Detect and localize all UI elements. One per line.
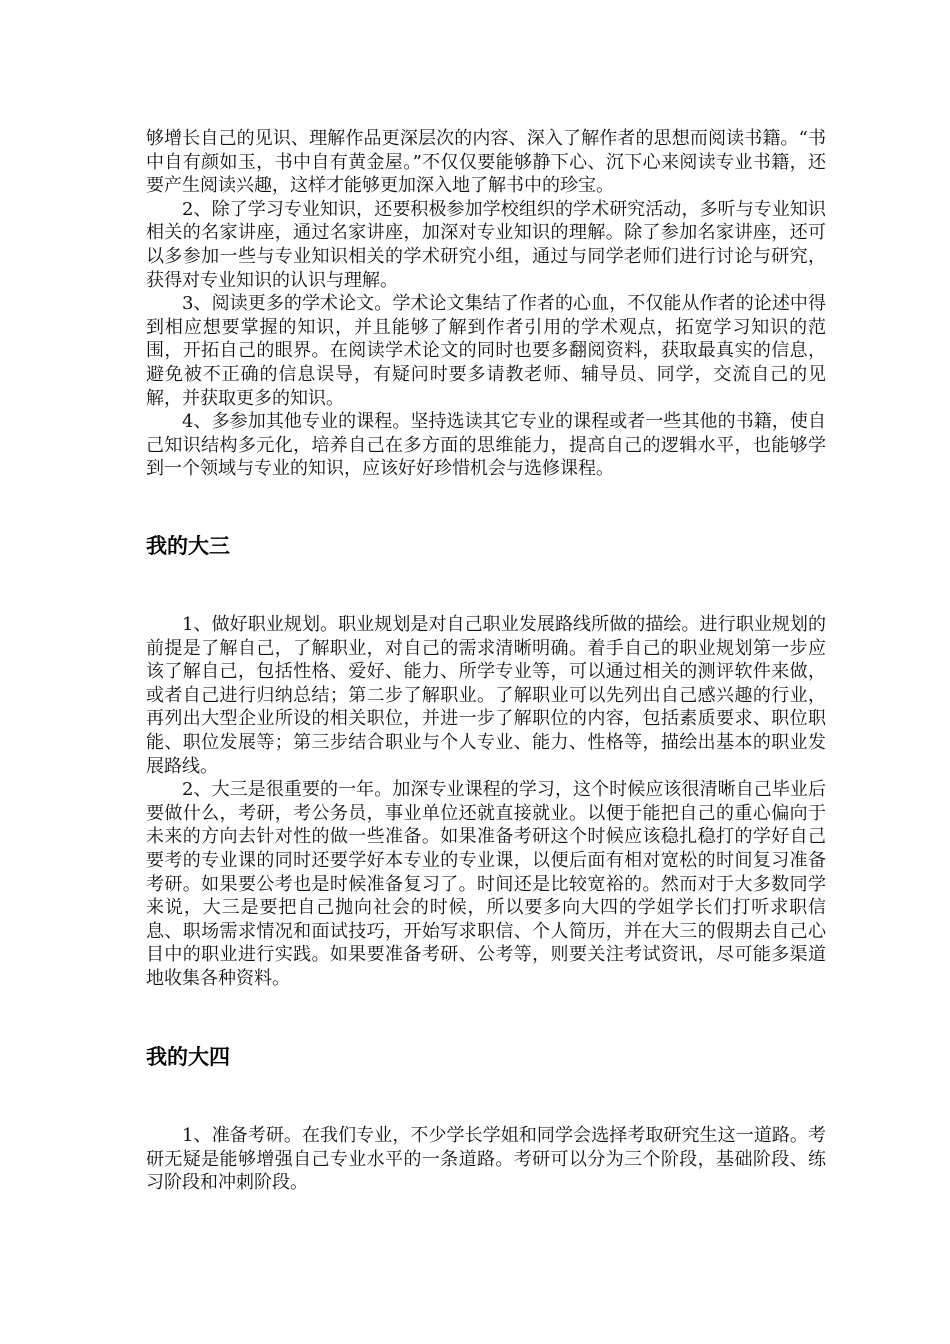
paragraph-academic-papers: 3、阅读更多的学术论文。学术论文集结了作者的心血，不仅能从作者的论述中得到相应想要掌握的知识，并且能够了解到作者引用的学术观点，拓宽学习知识的范围，开拓自己的眼界。在阅读学术论文的同时也要多翻阅资料，获取最真实的信息，避免被不正确的信息误导，有疑问时要多请教老师、辅导员、同学，交流自己的见解，并获取更多的知识。 — [146, 293, 826, 409]
heading-junior-year: 我的大三 — [146, 534, 230, 558]
paragraph-academic-activities: 2、除了学习专业知识，还要积极参加学校组织的学术研究活动，多听与专业知识相关的名家讲座，通过名家讲座，加深对专业知识的理解。除了参加名家讲座，还可以多参加一些与专业知识相关的学术研究小组，通过与同学老师们进行讨论与研究，获得对专业知识的认识与理解。 — [146, 198, 826, 291]
paragraph-other-courses: 4、多参加其他专业的课程。坚持选读其它专业的课程或者一些其他的书籍，使自己知识结构多元化，培养自己在多方面的思维能力，提高自己的逻辑水平，也能够学到一个领域与专业的知识，应该好好珍惜机会与选修课程。 — [146, 411, 826, 480]
paragraph-important-year: 2、大三是很重要的一年。加深专业课程的学习，这个时候应该很清晰自己毕业后要做什么，考研，考公务员，事业单位还就直接就业。以便于能把自己的重心偏向于未来的方向去针对性的做一些准备。如果准备考研这个时候应该稳扎稳打的学好自己要考的专业课的同时还要学好本专业的专业课，以便后面有相对宽松的时间复习准备考研。如果要公考也是时候准备复习了。时间还是比较宽裕的。然而对于大多数同学来说，大三是要把自己抛向社会的时候，所以要多向大四的学姐学长们打听求职信息、职场需求情况和面试技巧，开始写求职信、个人简历，并在大三的假期去自己心目中的职业进行实践。如果要准备考研、公考等，则要关注考试资讯，尽可能多渠道地收集各种资料。 — [146, 779, 826, 989]
section-continuation — [146, 127, 826, 481]
paragraph-career-planning: 1、做好职业规划。职业规划是对自己职业发展路线所做的描绘。进行职业规划的前提是了解自己，了解职业，对自己的需求清晰明确。着手自己的职业规划第一步应该了解自己，包括性格、爱好、能力、所学专业等，可以通过相关的测评软件来做，或者自己进行归纳总结；第二步了解职业。了解职业可以先列出自己感兴趣的行业，再列出大型企业所设的相关职位，并进一步了解职位的内容，包括素质要求、职位职能、职位发展等；第三步结合职业与个人专业、能力、性格等，描绘出基本的职业发展路线。 — [146, 614, 826, 777]
paragraph-reading-books: 够增长自己的见识、理解作品更深层次的内容、深入了解作者的思想而阅读书籍。“书中自有颜如玉，书中自有黄金屋。”不仅仅要能够静下心、沉下心来阅读专业书籍，还要产生阅读兴趣，这样才能够更加深入地了解书中的珍宝。 — [146, 128, 826, 197]
section-junior-year — [146, 613, 826, 991]
heading-senior-year: 我的大四 — [146, 1045, 230, 1069]
paragraph-graduate-exam: 1、准备考研。在我们专业，不少学长学姐和同学会选择考取研究生这一道路。考研无疑是能够增强自己专业水平的一条道路。考研可以分为三个阶段，基础阶段、练习阶段和冲刺阶段。 — [146, 1125, 826, 1194]
section-senior-year — [146, 1124, 826, 1195]
